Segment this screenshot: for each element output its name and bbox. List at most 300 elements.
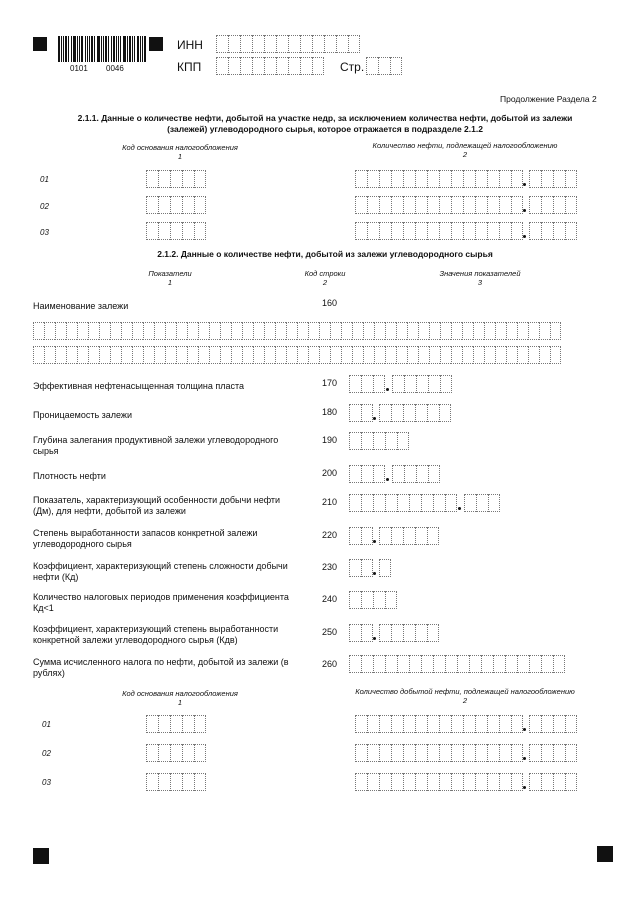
entry-cell[interactable] <box>541 655 553 673</box>
entry-cell[interactable] <box>541 170 553 188</box>
thickness-int[interactable] <box>349 375 385 393</box>
entry-cell[interactable] <box>415 624 427 642</box>
entry-cell[interactable] <box>146 744 158 762</box>
entry-cell[interactable] <box>407 346 418 364</box>
entry-cell[interactable] <box>367 170 379 188</box>
entry-cell[interactable] <box>349 655 361 673</box>
entry-cell[interactable] <box>475 715 487 733</box>
entry-cell[interactable] <box>349 494 361 512</box>
entry-cell[interactable] <box>415 404 427 422</box>
entry-cell[interactable] <box>220 322 231 340</box>
entry-cell[interactable] <box>484 322 495 340</box>
entry-cell[interactable] <box>170 222 182 240</box>
entry-cell[interactable] <box>418 322 429 340</box>
entry-cell[interactable] <box>361 559 373 577</box>
entry-cell[interactable] <box>499 196 511 214</box>
entry-cell[interactable] <box>385 346 396 364</box>
entry-cell[interactable] <box>553 773 565 791</box>
entry-cell[interactable] <box>565 773 577 791</box>
entry-cell[interactable] <box>198 346 209 364</box>
entry-cell[interactable] <box>33 346 44 364</box>
entry-cell[interactable] <box>427 744 439 762</box>
entry-cell[interactable] <box>176 346 187 364</box>
entry-cell[interactable] <box>286 322 297 340</box>
entry-cell[interactable] <box>391 222 403 240</box>
entry-cell[interactable] <box>429 322 440 340</box>
entry-cell[interactable] <box>367 222 379 240</box>
sec211-row2-basis-code[interactable] <box>146 196 206 214</box>
entry-cell[interactable] <box>439 404 451 422</box>
entry-cell[interactable] <box>463 744 475 762</box>
entry-cell[interactable] <box>77 346 88 364</box>
entry-cell[interactable] <box>336 35 348 53</box>
entry-cell[interactable] <box>451 744 463 762</box>
entry-cell[interactable] <box>55 346 66 364</box>
entry-cell[interactable] <box>385 432 397 450</box>
entry-cell[interactable] <box>373 465 385 483</box>
entry-cell[interactable] <box>416 375 428 393</box>
entry-cell[interactable] <box>242 346 253 364</box>
entry-cell[interactable] <box>361 465 373 483</box>
entry-cell[interactable] <box>198 322 209 340</box>
entry-cell[interactable] <box>462 322 473 340</box>
entry-cell[interactable] <box>553 170 565 188</box>
entry-cell[interactable] <box>451 715 463 733</box>
entry-cell[interactable] <box>352 346 363 364</box>
bottom-row3-quantity-int[interactable] <box>355 773 523 791</box>
entry-cell[interactable] <box>397 655 409 673</box>
entry-cell[interactable] <box>415 527 427 545</box>
entry-cell[interactable] <box>374 346 385 364</box>
entry-cell[interactable] <box>182 773 194 791</box>
entry-cell[interactable] <box>286 346 297 364</box>
depletion-int[interactable] <box>349 527 373 545</box>
entry-cell[interactable] <box>66 322 77 340</box>
entry-cell[interactable] <box>528 346 539 364</box>
entry-cell[interactable] <box>495 346 506 364</box>
entry-cell[interactable] <box>439 744 451 762</box>
bottom-row3-basis-code[interactable] <box>146 773 206 791</box>
entry-cell[interactable] <box>349 404 361 422</box>
entry-cell[interactable] <box>379 170 391 188</box>
entry-cell[interactable] <box>349 624 361 642</box>
entry-cell[interactable] <box>475 222 487 240</box>
thickness-dec[interactable] <box>392 375 452 393</box>
entry-cell[interactable] <box>511 744 523 762</box>
entry-cell[interactable] <box>319 322 330 340</box>
entry-cell[interactable] <box>529 744 541 762</box>
entry-cell[interactable] <box>529 170 541 188</box>
entry-cell[interactable] <box>216 35 228 53</box>
entry-cell[interactable] <box>451 170 463 188</box>
entry-cell[interactable] <box>355 196 367 214</box>
entry-cell[interactable] <box>553 655 565 673</box>
entry-cell[interactable] <box>469 655 481 673</box>
entry-cell[interactable] <box>415 773 427 791</box>
entry-cell[interactable] <box>379 222 391 240</box>
entry-cell[interactable] <box>288 35 300 53</box>
entry-cell[interactable] <box>391 773 403 791</box>
entry-cell[interactable] <box>187 346 198 364</box>
entry-cell[interactable] <box>55 322 66 340</box>
kd-int[interactable] <box>349 559 373 577</box>
entry-cell[interactable] <box>182 170 194 188</box>
entry-cell[interactable] <box>297 322 308 340</box>
entry-cell[interactable] <box>367 744 379 762</box>
entry-cell[interactable] <box>361 404 373 422</box>
entry-cell[interactable] <box>445 655 457 673</box>
entry-cell[interactable] <box>330 322 341 340</box>
entry-cell[interactable] <box>312 57 324 75</box>
entry-cell[interactable] <box>392 375 404 393</box>
entry-cell[interactable] <box>341 322 352 340</box>
entry-cell[interactable] <box>363 322 374 340</box>
entry-cell[interactable] <box>541 773 553 791</box>
entry-cell[interactable] <box>487 773 499 791</box>
entry-cell[interactable] <box>385 322 396 340</box>
permeability-dec[interactable] <box>379 404 451 422</box>
entry-cell[interactable] <box>308 322 319 340</box>
entry-cell[interactable] <box>170 715 182 733</box>
entry-cell[interactable] <box>308 346 319 364</box>
sec211-row3-quantity-dec[interactable] <box>529 222 577 240</box>
kdv-dec[interactable] <box>379 624 439 642</box>
entry-cell[interactable] <box>158 715 170 733</box>
entry-cell[interactable] <box>170 773 182 791</box>
entry-cell[interactable] <box>506 322 517 340</box>
entry-cell[interactable] <box>379 527 391 545</box>
bottom-row1-quantity-int[interactable] <box>355 715 523 733</box>
entry-cell[interactable] <box>348 35 360 53</box>
entry-cell[interactable] <box>176 322 187 340</box>
entry-cell[interactable] <box>182 196 194 214</box>
entry-cell[interactable] <box>553 196 565 214</box>
bottom-row2-quantity-int[interactable] <box>355 744 523 762</box>
entry-cell[interactable] <box>297 346 308 364</box>
entry-cell[interactable] <box>373 591 385 609</box>
entry-cell[interactable] <box>553 744 565 762</box>
entry-cell[interactable] <box>366 57 378 75</box>
entry-cell[interactable] <box>427 404 439 422</box>
entry-cell[interactable] <box>539 346 550 364</box>
entry-cell[interactable] <box>517 346 528 364</box>
entry-cell[interactable] <box>451 773 463 791</box>
entry-cell[interactable] <box>99 322 110 340</box>
depth-field[interactable] <box>349 432 409 450</box>
entry-cell[interactable] <box>264 322 275 340</box>
density-dec[interactable] <box>392 465 440 483</box>
entry-cell[interactable] <box>165 322 176 340</box>
entry-cell[interactable] <box>529 196 541 214</box>
entry-cell[interactable] <box>182 715 194 733</box>
entry-cell[interactable] <box>409 655 421 673</box>
entry-cell[interactable] <box>565 222 577 240</box>
sec211-row3-quantity-int[interactable] <box>355 222 523 240</box>
entry-cell[interactable] <box>487 715 499 733</box>
entry-cell[interactable] <box>379 624 391 642</box>
entry-cell[interactable] <box>110 322 121 340</box>
entry-cell[interactable] <box>374 322 385 340</box>
entry-cell[interactable] <box>330 346 341 364</box>
entry-cell[interactable] <box>565 744 577 762</box>
entry-cell[interactable] <box>252 57 264 75</box>
entry-cell[interactable] <box>391 744 403 762</box>
field-name-line1[interactable] <box>33 322 561 340</box>
bottom-row2-quantity-dec[interactable] <box>529 744 577 762</box>
entry-cell[interactable] <box>391 527 403 545</box>
entry-cell[interactable] <box>463 196 475 214</box>
entry-cell[interactable] <box>475 170 487 188</box>
entry-cell[interactable] <box>276 35 288 53</box>
entry-cell[interactable] <box>396 346 407 364</box>
entry-cell[interactable] <box>379 744 391 762</box>
entry-cell[interactable] <box>355 222 367 240</box>
entry-cell[interactable] <box>439 715 451 733</box>
entry-cell[interactable] <box>404 375 416 393</box>
entry-cell[interactable] <box>463 222 475 240</box>
entry-cell[interactable] <box>475 773 487 791</box>
entry-cell[interactable] <box>158 196 170 214</box>
dm-int[interactable] <box>349 494 457 512</box>
entry-cell[interactable] <box>231 346 242 364</box>
entry-cell[interactable] <box>429 346 440 364</box>
entry-cell[interactable] <box>440 375 452 393</box>
entry-cell[interactable] <box>352 322 363 340</box>
entry-cell[interactable] <box>66 346 77 364</box>
entry-cell[interactable] <box>253 322 264 340</box>
entry-cell[interactable] <box>264 57 276 75</box>
entry-cell[interactable] <box>407 322 418 340</box>
entry-cell[interactable] <box>220 346 231 364</box>
entry-cell[interactable] <box>403 222 415 240</box>
entry-cell[interactable] <box>216 57 228 75</box>
entry-cell[interactable] <box>421 655 433 673</box>
entry-cell[interactable] <box>415 170 427 188</box>
entry-cell[interactable] <box>240 35 252 53</box>
entry-cell[interactable] <box>475 744 487 762</box>
entry-cell[interactable] <box>146 773 158 791</box>
entry-cell[interactable] <box>349 559 361 577</box>
entry-cell[interactable] <box>565 170 577 188</box>
density-int[interactable] <box>349 465 385 483</box>
entry-cell[interactable] <box>553 222 565 240</box>
entry-cell[interactable] <box>550 322 561 340</box>
entry-cell[interactable] <box>396 322 407 340</box>
entry-cell[interactable] <box>379 773 391 791</box>
entry-cell[interactable] <box>276 57 288 75</box>
entry-cell[interactable] <box>565 715 577 733</box>
entry-cell[interactable] <box>397 432 409 450</box>
entry-cell[interactable] <box>451 222 463 240</box>
entry-cell[interactable] <box>391 715 403 733</box>
entry-cell[interactable] <box>146 715 158 733</box>
entry-cell[interactable] <box>463 170 475 188</box>
sec211-row2-quantity-dec[interactable] <box>529 196 577 214</box>
sec211-row1-quantity-dec[interactable] <box>529 170 577 188</box>
entry-cell[interactable] <box>240 57 252 75</box>
entry-cell[interactable] <box>550 346 561 364</box>
entry-cell[interactable] <box>499 744 511 762</box>
entry-cell[interactable] <box>194 196 206 214</box>
entry-cell[interactable] <box>194 170 206 188</box>
entry-cell[interactable] <box>378 57 390 75</box>
entry-cell[interactable] <box>349 375 361 393</box>
entry-cell[interactable] <box>427 773 439 791</box>
entry-cell[interactable] <box>349 527 361 545</box>
entry-cell[interactable] <box>373 375 385 393</box>
entry-cell[interactable] <box>355 773 367 791</box>
bottom-row3-quantity-dec[interactable] <box>529 773 577 791</box>
entry-cell[interactable] <box>397 494 409 512</box>
entry-cell[interactable] <box>379 715 391 733</box>
entry-cell[interactable] <box>361 655 373 673</box>
entry-cell[interactable] <box>363 346 374 364</box>
permeability-int[interactable] <box>349 404 373 422</box>
entry-cell[interactable] <box>170 744 182 762</box>
entry-cell[interactable] <box>146 222 158 240</box>
entry-cell[interactable] <box>143 322 154 340</box>
entry-cell[interactable] <box>154 346 165 364</box>
entry-cell[interactable] <box>391 624 403 642</box>
entry-cell[interactable] <box>517 655 529 673</box>
tax-sum-field[interactable] <box>349 655 565 673</box>
entry-cell[interactable] <box>511 773 523 791</box>
entry-cell[interactable] <box>403 744 415 762</box>
entry-cell[interactable] <box>440 346 451 364</box>
entry-cell[interactable] <box>209 346 220 364</box>
entry-cell[interactable] <box>403 715 415 733</box>
entry-cell[interactable] <box>121 322 132 340</box>
entry-cell[interactable] <box>110 346 121 364</box>
entry-cell[interactable] <box>541 196 553 214</box>
entry-cell[interactable] <box>132 346 143 364</box>
entry-cell[interactable] <box>499 773 511 791</box>
kpp-field[interactable] <box>216 57 324 75</box>
entry-cell[interactable] <box>132 322 143 340</box>
entry-cell[interactable] <box>529 715 541 733</box>
entry-cell[interactable] <box>373 494 385 512</box>
entry-cell[interactable] <box>252 35 264 53</box>
entry-cell[interactable] <box>77 322 88 340</box>
entry-cell[interactable] <box>428 375 440 393</box>
entry-cell[interactable] <box>487 744 499 762</box>
entry-cell[interactable] <box>427 527 439 545</box>
entry-cell[interactable] <box>511 715 523 733</box>
entry-cell[interactable] <box>253 346 264 364</box>
entry-cell[interactable] <box>242 322 253 340</box>
entry-cell[interactable] <box>379 404 391 422</box>
entry-cell[interactable] <box>361 624 373 642</box>
entry-cell[interactable] <box>499 715 511 733</box>
entry-cell[interactable] <box>390 57 402 75</box>
entry-cell[interactable] <box>367 715 379 733</box>
entry-cell[interactable] <box>476 494 488 512</box>
entry-cell[interactable] <box>349 591 361 609</box>
entry-cell[interactable] <box>391 196 403 214</box>
entry-cell[interactable] <box>427 222 439 240</box>
entry-cell[interactable] <box>170 170 182 188</box>
entry-cell[interactable] <box>473 322 484 340</box>
entry-cell[interactable] <box>385 655 397 673</box>
entry-cell[interactable] <box>182 222 194 240</box>
entry-cell[interactable] <box>355 170 367 188</box>
entry-cell[interactable] <box>361 494 373 512</box>
entry-cell[interactable] <box>511 196 523 214</box>
entry-cell[interactable] <box>427 624 439 642</box>
entry-cell[interactable] <box>427 170 439 188</box>
entry-cell[interactable] <box>451 346 462 364</box>
kd-periods-field[interactable] <box>349 591 397 609</box>
kdv-int[interactable] <box>349 624 373 642</box>
entry-cell[interactable] <box>403 527 415 545</box>
entry-cell[interactable] <box>379 559 391 577</box>
entry-cell[interactable] <box>158 744 170 762</box>
entry-cell[interactable] <box>319 346 330 364</box>
entry-cell[interactable] <box>143 346 154 364</box>
entry-cell[interactable] <box>445 494 457 512</box>
entry-cell[interactable] <box>415 715 427 733</box>
entry-cell[interactable] <box>475 196 487 214</box>
dm-dec[interactable] <box>464 494 500 512</box>
entry-cell[interactable] <box>409 494 421 512</box>
entry-cell[interactable] <box>421 494 433 512</box>
entry-cell[interactable] <box>361 527 373 545</box>
entry-cell[interactable] <box>33 322 44 340</box>
entry-cell[interactable] <box>488 494 500 512</box>
entry-cell[interactable] <box>427 715 439 733</box>
entry-cell[interactable] <box>373 655 385 673</box>
entry-cell[interactable] <box>462 346 473 364</box>
entry-cell[interactable] <box>495 322 506 340</box>
entry-cell[interactable] <box>361 432 373 450</box>
entry-cell[interactable] <box>361 591 373 609</box>
entry-cell[interactable] <box>194 715 206 733</box>
kd-dec[interactable] <box>379 559 391 577</box>
field-name-line2[interactable] <box>33 346 561 364</box>
entry-cell[interactable] <box>324 35 336 53</box>
entry-cell[interactable] <box>403 196 415 214</box>
entry-cell[interactable] <box>379 196 391 214</box>
entry-cell[interactable] <box>170 196 182 214</box>
entry-cell[interactable] <box>88 322 99 340</box>
entry-cell[interactable] <box>415 196 427 214</box>
entry-cell[interactable] <box>511 170 523 188</box>
entry-cell[interactable] <box>355 744 367 762</box>
entry-cell[interactable] <box>487 196 499 214</box>
entry-cell[interactable] <box>209 322 220 340</box>
entry-cell[interactable] <box>473 346 484 364</box>
entry-cell[interactable] <box>392 465 404 483</box>
entry-cell[interactable] <box>541 222 553 240</box>
entry-cell[interactable] <box>300 35 312 53</box>
entry-cell[interactable] <box>349 465 361 483</box>
entry-cell[interactable] <box>121 346 132 364</box>
entry-cell[interactable] <box>481 655 493 673</box>
entry-cell[interactable] <box>300 57 312 75</box>
entry-cell[interactable] <box>457 655 469 673</box>
entry-cell[interactable] <box>88 346 99 364</box>
entry-cell[interactable] <box>403 404 415 422</box>
entry-cell[interactable] <box>158 170 170 188</box>
entry-cell[interactable] <box>440 322 451 340</box>
entry-cell[interactable] <box>275 346 286 364</box>
entry-cell[interactable] <box>428 465 440 483</box>
entry-cell[interactable] <box>463 773 475 791</box>
depletion-dec[interactable] <box>379 527 439 545</box>
entry-cell[interactable] <box>391 170 403 188</box>
inn-field[interactable] <box>216 35 360 53</box>
bottom-row1-basis-code[interactable] <box>146 715 206 733</box>
